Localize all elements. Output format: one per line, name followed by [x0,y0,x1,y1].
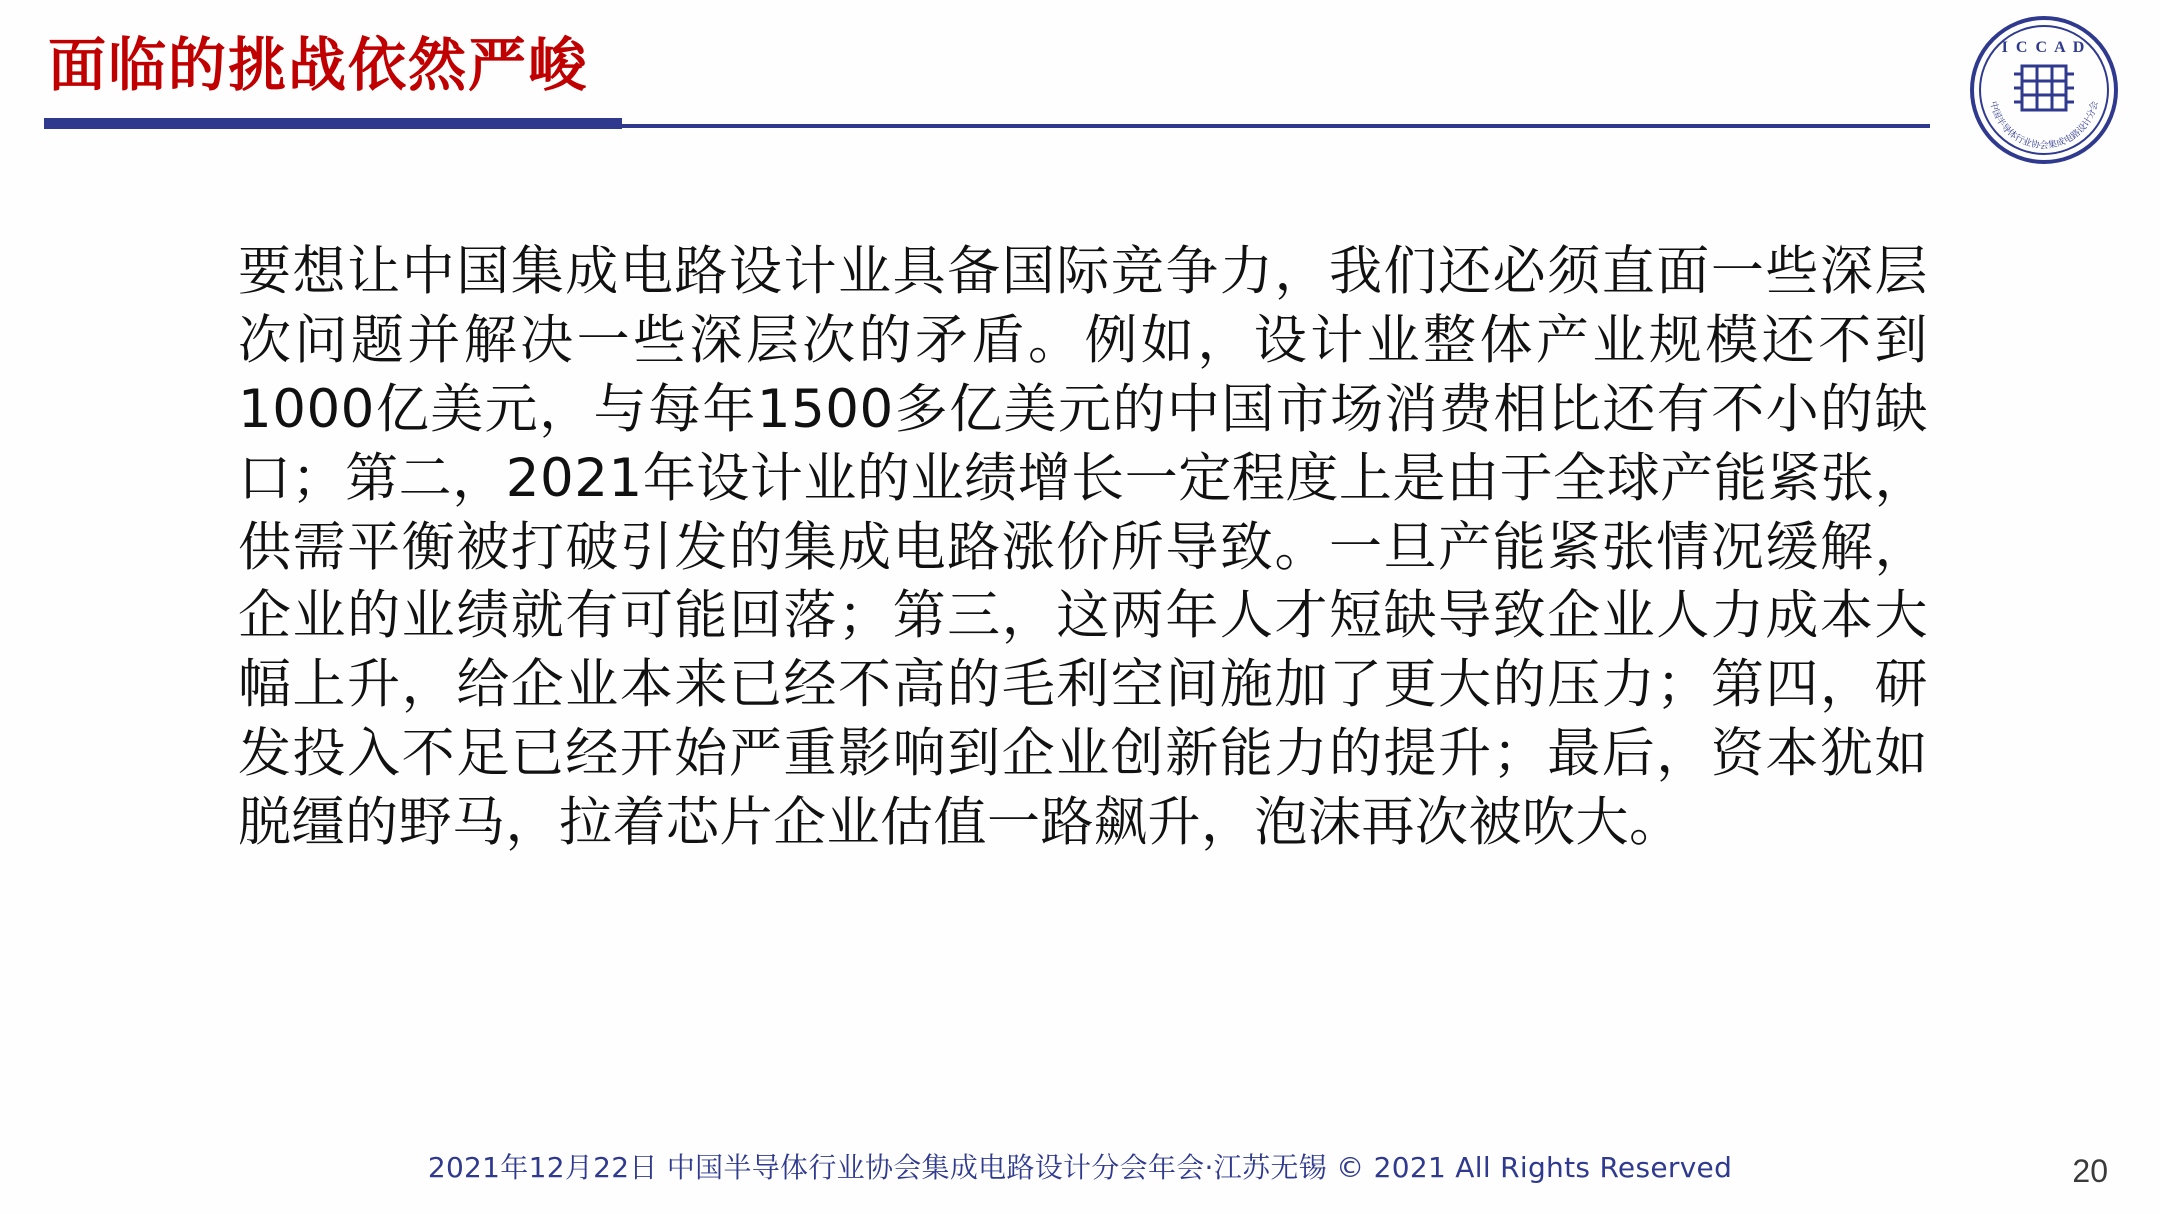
slide-header [0,0,2160,150]
iccad-logo-icon [1968,14,2120,166]
page-number: 20 [2072,1153,2108,1189]
slide-body-paragraph: 要想让中国集成电路设计业具备国际竞争力，我们还必须直面一些深层次问题并解决一些深层次的矛盾。例如，设计业整体产业规模还不到1000亿美元，与每年1500多亿美元的中国市场消费相比还有不小的缺口；第二，2021年设计业的业绩增长一定程度上是由于全球产能紧张，供需平衡被打破引发的集成电路涨价所导致。一旦产能紧张情况缓解，企业的业绩就有可能回落；第三，这两年人才短缺导致企业人力成本大幅上升，给企业本来已经不高的毛利空间施加了更大的压力；第四，研发投入不足已经开始严重影响到企业创新能力的提升；最后，资本犹如脱缰的野马，拉着芯片企业估值一路飙升，泡沫再次被吹大。 [238,241,1928,854]
page-title: 面临的挑战依然严峻 [48,31,589,99]
title-underline-thin [620,124,1930,128]
title-underline-thick [44,118,622,129]
svg-text:I C C A D: I C C A D [2001,39,2087,56]
svg-text:中国半导体行业协会集成电路设计分会: 中国半导体行业协会集成电路设计分会 [1987,100,2101,151]
slide-footer [0,1146,2160,1186]
footer-copyright-text: 2021年12月22日 中国半导体行业协会集成电路设计分会年会·江苏无锡 © 2021 All Rights Reserved [427,1151,1733,1184]
